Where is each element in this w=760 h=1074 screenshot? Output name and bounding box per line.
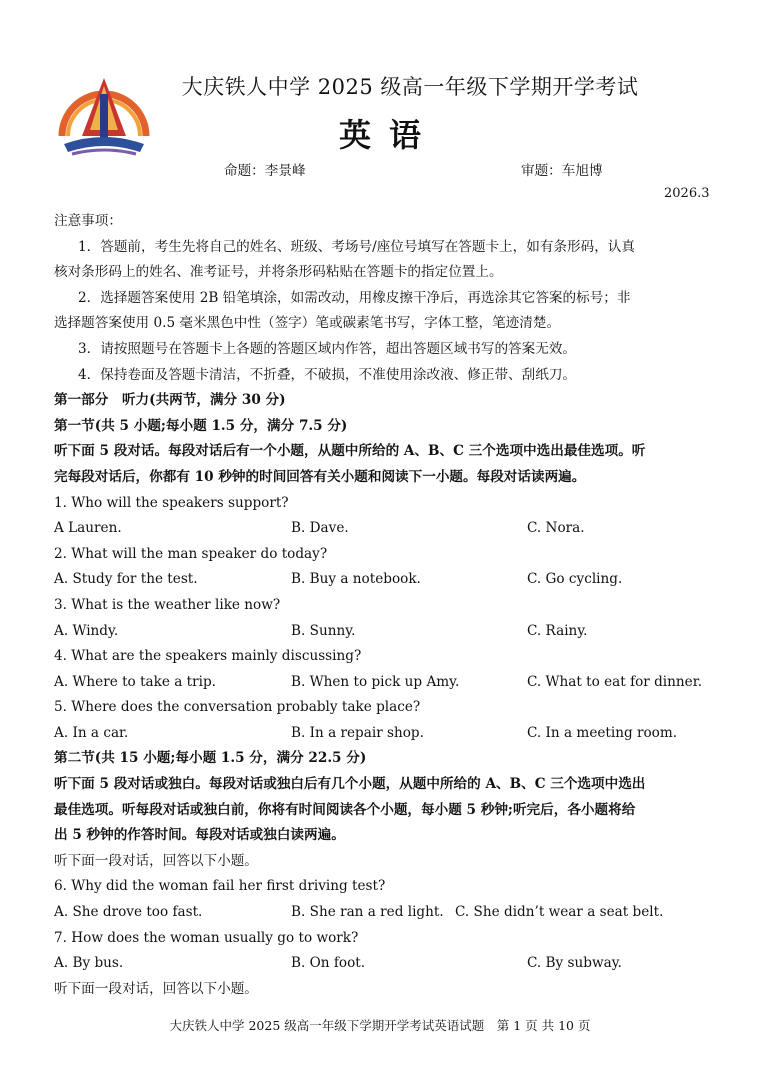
exam-date: 2026.3	[664, 186, 710, 201]
option-a: A. Study for the test.	[54, 571, 198, 588]
question-stem: 1. Who will the speakers support?	[54, 494, 289, 511]
question-stem: 7. How does the woman usually go to work?	[54, 929, 359, 946]
section2-instructions-cont: 最佳选项。听每段对话或独白前，你将有时间阅读各个小题，每小题 5 秒钟;听完后，各小题将给	[54, 801, 636, 818]
question-options	[54, 721, 710, 747]
section1-instructions-cont: 完每段对话后，你都有 10 秒钟的时间回答有关小题和阅读下一小题。每段对话读两遍。	[54, 468, 586, 485]
option-b: B. On foot.	[291, 955, 366, 972]
option-b: B. Buy a notebook.	[291, 571, 421, 588]
question-stem: 3. What is the weather like now?	[54, 596, 281, 613]
option-a: A. In a car.	[54, 724, 129, 741]
question-options	[54, 951, 710, 977]
option-b: B. She ran a red light.	[291, 904, 444, 921]
question-options	[54, 516, 710, 542]
note-item-2-cont: 选择题答案使用 0.5 毫米黑色中性（签字）笔或碳素笔书写，字体工整，笔迹清楚。	[54, 315, 561, 332]
note-item-2: 2．选择题答案使用 2B 铅笔填涂，如需改动，用橡皮擦干净后，再选涂其它答案的标号；非	[78, 289, 631, 306]
option-b: B. When to pick up Amy.	[291, 673, 460, 690]
option-c: C. Nora.	[527, 520, 585, 537]
question-stem: 2. What will the man speaker do today?	[54, 545, 328, 562]
question-stem: 6. Why did the woman fail her first driving test?	[54, 878, 386, 895]
option-b: B. Sunny.	[291, 622, 356, 639]
note-item-1-cont: 核对条形码上的姓名、准考证号，并将条形码粘贴在答题卡的指定位置上。	[54, 264, 503, 281]
option-a: A. By bus.	[54, 955, 124, 972]
question-options	[54, 567, 710, 593]
option-c: C. By subway.	[527, 955, 622, 972]
section2-instructions: 听下面 5 段对话或独白。每段对话或独白后有几个小题，从题中所给的 A、B、C 三个选项中选出	[54, 776, 646, 793]
school-title: 大庆铁人中学 2025 级高一年级下学期开学考试	[181, 75, 639, 99]
question-options	[54, 900, 710, 926]
option-a: A. Where to take a trip.	[54, 673, 216, 690]
option-c: C. In a meeting room.	[527, 724, 678, 741]
question-options	[54, 619, 710, 645]
notes-heading: 注意事项：	[54, 213, 122, 229]
section1-title: 第一节(共 5 小题;每小题 1.5 分，满分 7.5 分)	[54, 417, 348, 434]
part1-title: 第一部分 听力(共两节，满分 30 分)	[54, 392, 286, 409]
option-c: C. What to eat for dinner.	[527, 673, 703, 690]
option-a: A. She drove too fast.	[54, 904, 203, 921]
listen-note: 听下面一段对话，回答以下小题。	[54, 852, 258, 869]
subject-title: 英语	[338, 116, 439, 154]
option-c: C. Rainy.	[527, 622, 588, 639]
page-footer: 大庆铁人中学 2025 级高一年级下学期开学考试英语试题 第 1 页 共 10 页	[169, 1018, 591, 1033]
option-a: A Lauren.	[54, 520, 122, 537]
note-item-4: 4．保持卷面及答题卡清洁，不折叠，不破损，不准使用涂改液、修正带、刮纸刀。	[78, 366, 577, 383]
note-item-1: 1．答题前，考生先将自己的姓名、班级、考场号/座位号填写在答题卡上，如有条形码，认真	[78, 238, 635, 255]
option-b: B. In a repair shop.	[291, 724, 424, 741]
option-b: B. Dave.	[291, 520, 349, 537]
option-c: C. Go cycling.	[527, 571, 623, 588]
note-item-3: 3．请按照题号在答题卡上各题的答题区域内作答，超出答题区域书写的答案无效。	[78, 340, 577, 357]
question-options	[54, 670, 710, 696]
option-c: C. She didn’t wear a seat belt.	[455, 904, 664, 921]
section2-title: 第二节(共 15 小题;每小题 1.5 分，满分 22.5 分)	[54, 750, 367, 767]
section2-instructions-cont: 出 5 秒钟的作答时间。每段对话或独白读两遍。	[54, 827, 345, 844]
section1-instructions: 听下面 5 段对话。每段对话后有一个小题，从题中所给的 A、B、C 三个选项中选出最佳选项。听	[54, 443, 646, 460]
exam-body	[54, 209, 710, 1002]
question-stem: 5. Where does the conversation probably take place?	[54, 699, 421, 716]
question-reviewer: 审题：车旭博	[521, 163, 603, 179]
question-stem: 4. What are the speakers mainly discussing?	[54, 648, 362, 665]
option-a: A. Windy.	[54, 622, 119, 639]
listen-note: 听下面一段对话，回答以下小题。	[54, 980, 258, 997]
question-setter: 命题：李景峰	[224, 163, 306, 179]
